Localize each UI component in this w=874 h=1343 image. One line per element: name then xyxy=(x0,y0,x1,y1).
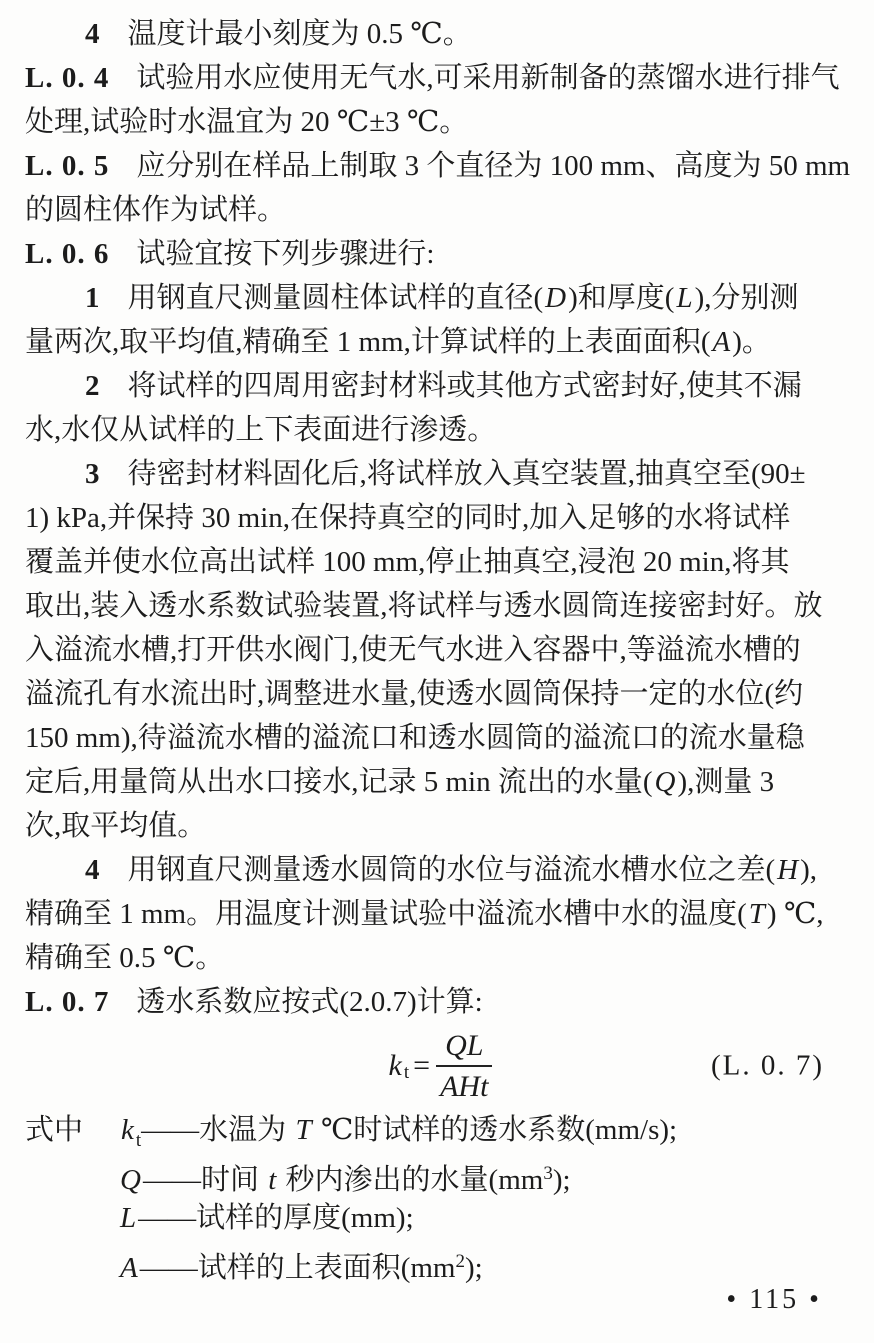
math-variable: D xyxy=(545,282,567,314)
text-segment: ); xyxy=(465,1252,483,1284)
equation-number: (L. 0. 7) xyxy=(710,1049,824,1082)
text-segment: 入溢流水槽,打开供水阀门,使无气水进入容器中,等溢流水槽的 xyxy=(25,634,801,666)
math-variable: t xyxy=(268,1164,277,1196)
text-segment: 透水系数应按式(2.0.7)计算: xyxy=(136,986,483,1018)
text-line xyxy=(25,320,854,364)
text-segment: 2 xyxy=(85,370,101,402)
formula-denominator: AHt xyxy=(440,1070,489,1103)
text-line xyxy=(25,936,854,980)
text-line xyxy=(25,584,854,628)
text-segment: 试验用水应使用无气水,可采用新制备的蒸馏水进行排气 xyxy=(136,62,840,94)
text-segment: ) ℃, xyxy=(766,898,824,930)
text-line xyxy=(25,408,854,452)
text-segment: ); xyxy=(552,1164,571,1196)
formula-expression xyxy=(387,1029,493,1103)
math-variable: L xyxy=(676,282,693,314)
text-line xyxy=(25,144,854,188)
text-segment: 覆盖并使水位高出试样 100 mm,停止抽真空,浸泡 20 min,将其 xyxy=(25,546,790,578)
text-segment: ),测量 3 xyxy=(677,766,775,798)
text-segment: 定后,用量筒从出水口接水,记录 5 min 流出的水量( xyxy=(25,766,653,798)
text-segment: ℃时试样的透水系数(mm/s); xyxy=(313,1114,678,1146)
text-line xyxy=(25,628,854,672)
text-segment: 150 mm),待溢流水槽的溢流口和透水圆筒的溢流口的流水量稳 xyxy=(25,722,805,754)
text-line xyxy=(25,848,854,892)
text-line xyxy=(25,892,854,936)
text-line xyxy=(25,12,854,56)
text-line xyxy=(25,496,854,540)
math-variable: Q xyxy=(654,766,676,798)
math-variable: T xyxy=(748,898,765,930)
text-segment: 次,取平均值。 xyxy=(25,810,207,842)
math-variable: A xyxy=(712,326,731,358)
text-segment: 精确至 1 mm。用温度计测量试验中溢流水槽中水的温度( xyxy=(25,898,747,930)
text-line xyxy=(25,364,854,408)
text-segment: 用钢直尺测量圆柱体试样的直径( xyxy=(127,282,544,314)
text-segment: L. 0. 5 xyxy=(25,150,110,182)
text-line xyxy=(25,540,854,584)
formula-block xyxy=(25,1024,854,1108)
text-segment: 的圆柱体作为试样。 xyxy=(25,194,287,226)
formula-lhs: k xyxy=(388,1049,402,1082)
text-segment: 待密封材料固化后,将试样放入真空装置,抽真空至(90± xyxy=(127,458,806,490)
text-segment: 温度计最小刻度为 0.5 ℃。 xyxy=(127,18,472,50)
text-segment: 4 xyxy=(85,854,101,886)
text-line xyxy=(25,56,854,100)
text-segment: 式中 xyxy=(25,1114,84,1146)
formula-equals-sign: = xyxy=(413,1049,431,1082)
text-segment: ),分别测 xyxy=(694,282,799,314)
text-segment: ——时间 xyxy=(142,1164,267,1196)
page-number: • 115 • xyxy=(726,1284,822,1315)
text-line xyxy=(25,804,854,848)
text-line xyxy=(25,672,854,716)
text-line xyxy=(25,1240,854,1284)
text-line xyxy=(25,1108,854,1152)
text-line xyxy=(25,276,854,320)
text-segment: L. 0. 6 xyxy=(25,238,110,270)
text-segment: ——水温为 xyxy=(141,1114,294,1146)
text-segment: 用钢直尺测量透水圆筒的水位与溢流水槽水位之差( xyxy=(127,854,776,886)
text-segment: 处理,试验时水温宜为 20 ℃±3 ℃。 xyxy=(25,106,469,138)
math-variable: k xyxy=(121,1114,134,1146)
text-line xyxy=(25,100,854,144)
math-variable: T xyxy=(295,1114,312,1146)
text-line xyxy=(25,980,854,1024)
formula-numerator: QL xyxy=(436,1029,492,1067)
text-segment: 2 xyxy=(455,1251,465,1272)
text-segment: )和厚度( xyxy=(568,282,675,314)
text-line xyxy=(25,452,854,496)
math-variable: L xyxy=(120,1202,137,1234)
text-segment: 量两次,取平均值,精确至 1 mm,计算试样的上表面面积( xyxy=(25,326,711,358)
text-segment: 试验宜按下列步骤进行: xyxy=(136,238,435,270)
text-segment: 秒内渗出的水量(mm xyxy=(278,1164,544,1196)
text-line xyxy=(25,188,854,232)
text-segment: ——试样的上表面积(mm xyxy=(139,1252,456,1284)
text-line xyxy=(25,760,854,804)
math-variable: H xyxy=(777,854,799,886)
text-segment: ——试样的厚度(mm); xyxy=(138,1202,414,1234)
text-segment: )。 xyxy=(732,326,771,358)
math-variable: A xyxy=(120,1252,138,1284)
formula-fraction xyxy=(436,1029,492,1103)
text-segment: 1 xyxy=(85,282,101,314)
text-line xyxy=(25,716,854,760)
body-lines xyxy=(25,12,854,1024)
text-segment: ), xyxy=(800,854,818,886)
text-segment: 将试样的四周用密封材料或其他方式密封好,使其不漏 xyxy=(127,370,802,402)
text-line xyxy=(25,232,854,276)
text-segment: 1) kPa,并保持 30 min,在保持真空的同时,加入足够的水将试样 xyxy=(25,502,791,534)
text-line xyxy=(25,1152,854,1196)
text-segment: L. 0. 7 xyxy=(25,986,110,1018)
text-segment: t xyxy=(135,1130,142,1151)
text-segment: 3 xyxy=(85,458,101,490)
text-segment: 3 xyxy=(543,1163,553,1184)
text-segment: 溢流孔有水流出时,调整进水量,使透水圆筒保持一定的水位(约 xyxy=(25,678,804,710)
text-segment: 水,水仅从试样的上下表面进行渗透。 xyxy=(25,414,497,446)
text-line xyxy=(25,1196,854,1240)
text-segment: 应分别在样品上制取 3 个直径为 100 mm、高度为 50 mm xyxy=(136,150,851,182)
text-segment: 取出,装入透水系数试验装置,将试样与透水圆筒连接密封好。放 xyxy=(25,590,823,622)
math-variable: Q xyxy=(120,1164,141,1196)
formula-lhs-subscript: t xyxy=(403,1062,410,1083)
definition-lines xyxy=(25,1108,854,1284)
text-segment: 4 xyxy=(85,18,101,50)
text-segment: L. 0. 4 xyxy=(25,62,110,94)
text-segment: 精确至 0.5 ℃。 xyxy=(25,942,225,974)
